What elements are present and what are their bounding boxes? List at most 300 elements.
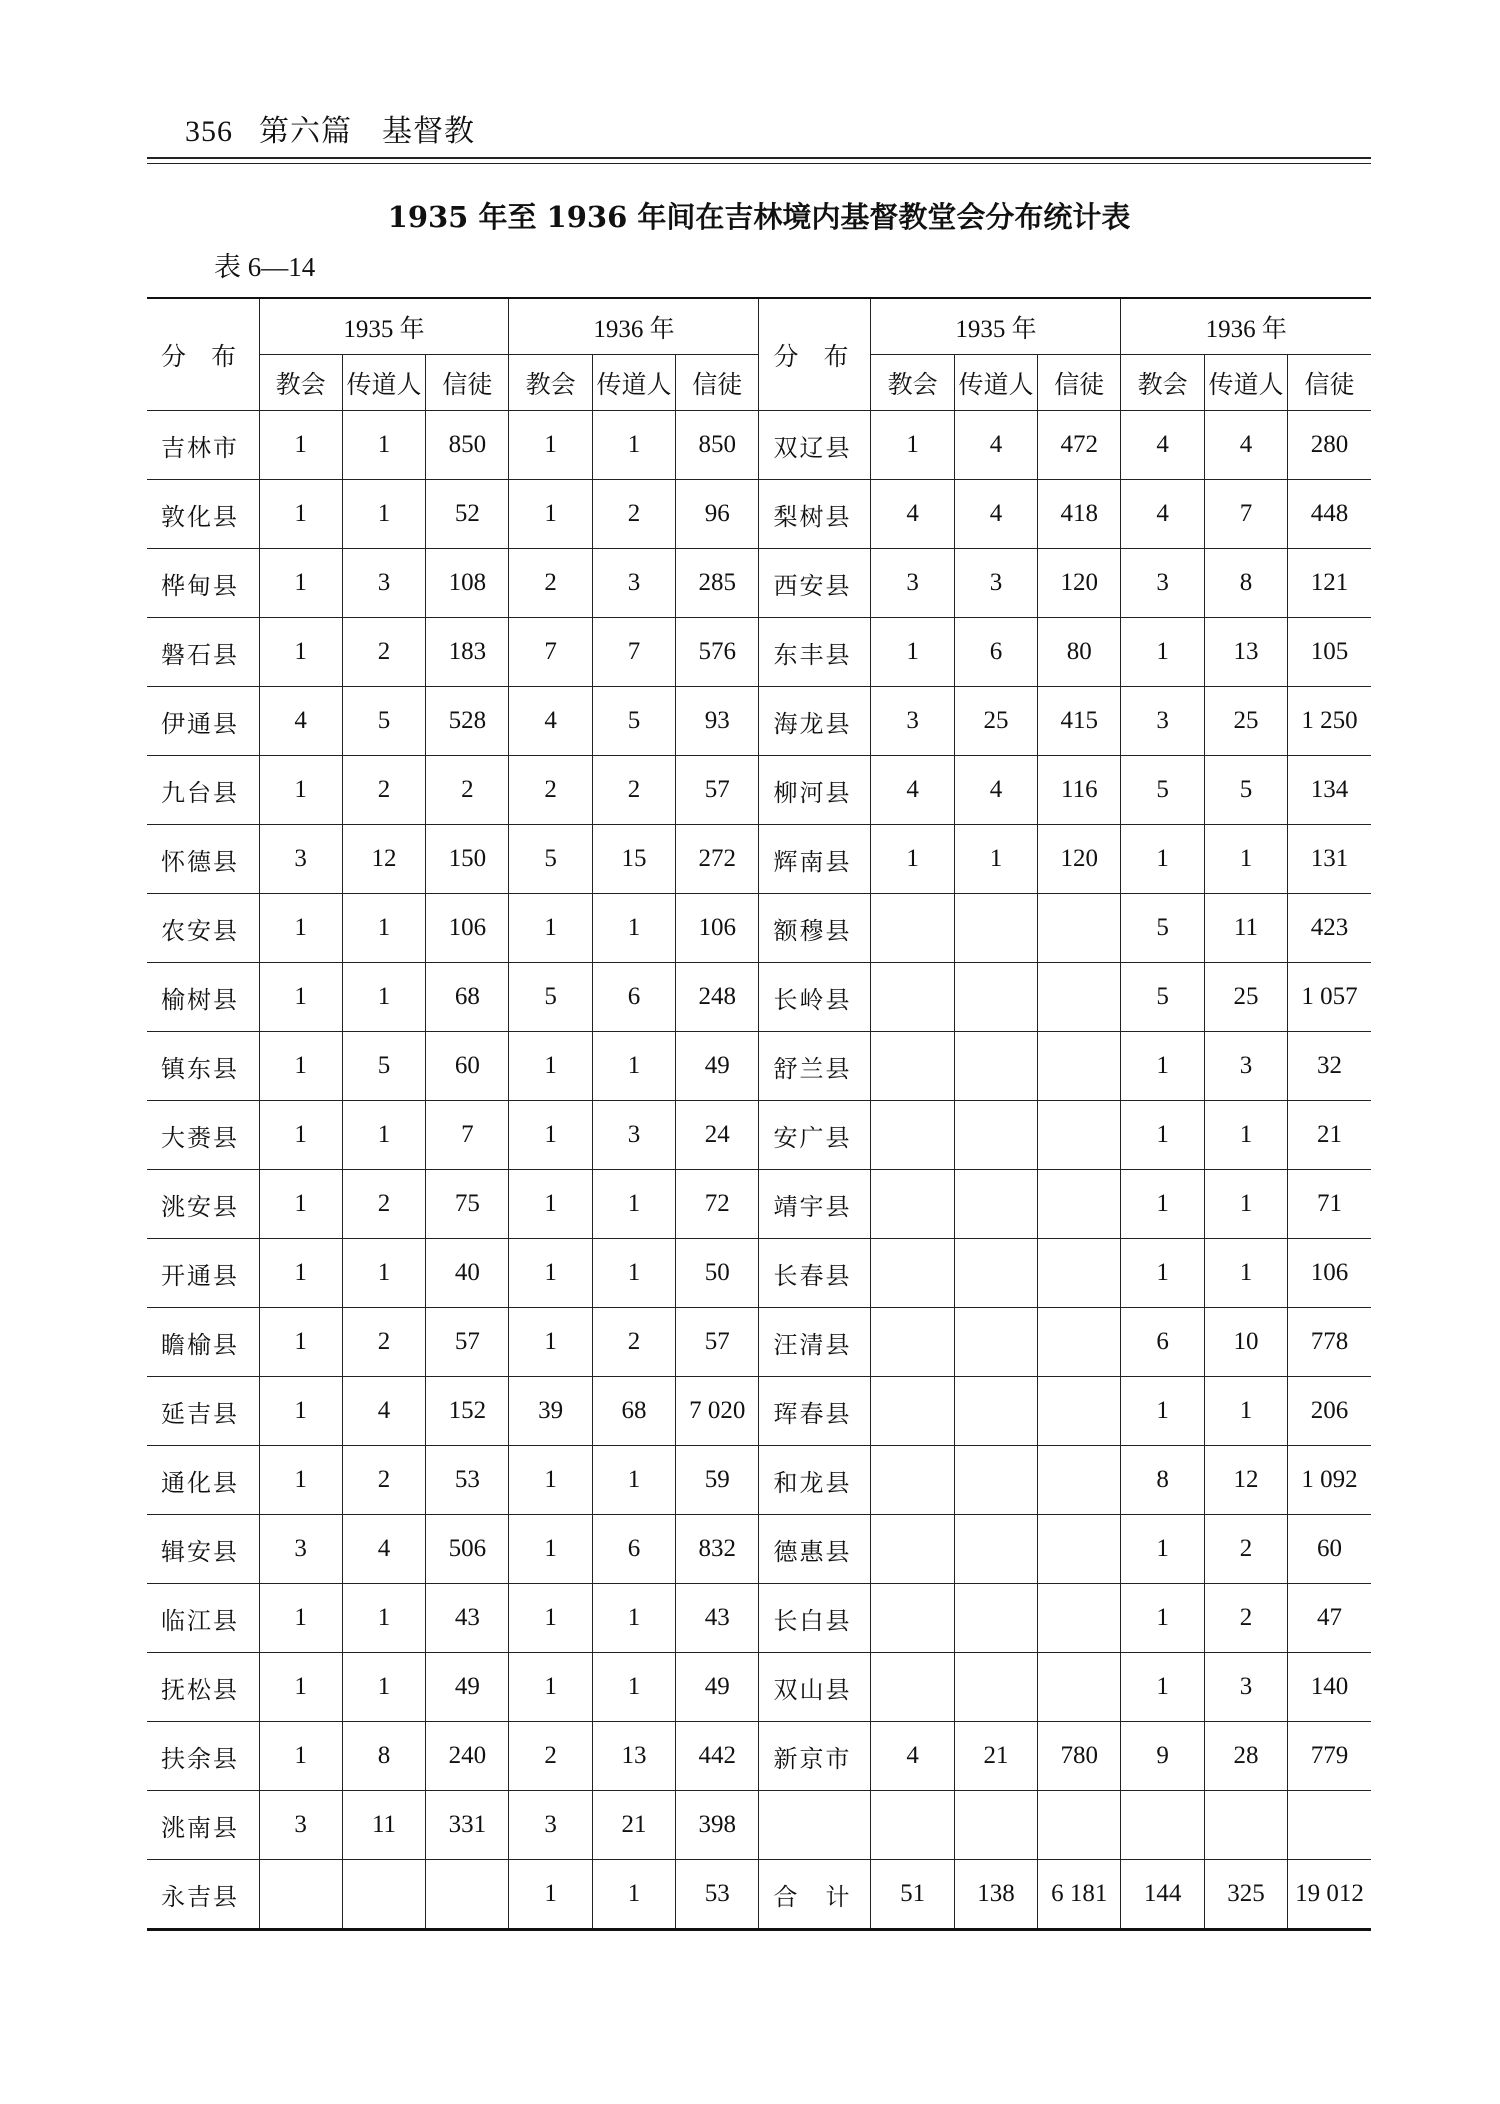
cell-believers-1935: 60 xyxy=(426,1032,509,1101)
cell-name: 西安县 xyxy=(759,549,871,618)
cell-churches-1936: 3 xyxy=(1121,549,1204,618)
cell-preachers-1936: 10 xyxy=(1204,1308,1287,1377)
cell-churches-1935 xyxy=(871,1032,954,1101)
cell-name: 舒兰县 xyxy=(759,1032,871,1101)
cell-name: 双山县 xyxy=(759,1653,871,1722)
cell-churches-1935 xyxy=(871,963,954,1032)
cell-preachers-1936: 1 xyxy=(1204,825,1287,894)
cell-believers-1935: 57 xyxy=(426,1308,509,1377)
cell-churches-1935: 1 xyxy=(259,480,342,549)
cell-preachers-1936: 1 xyxy=(592,1239,675,1308)
cell-preachers-1935 xyxy=(954,1239,1037,1308)
cell-name: 开通县 xyxy=(147,1239,259,1308)
cell-believers-1936: 93 xyxy=(676,687,759,756)
cell-preachers-1935: 4 xyxy=(954,411,1037,480)
column-header-1936: 1936 年 xyxy=(1121,298,1371,355)
cell-believers-1935: 506 xyxy=(426,1515,509,1584)
cell-churches-1936: 2 xyxy=(509,756,592,825)
cell-believers-1935: 780 xyxy=(1038,1722,1121,1791)
cell-preachers-1936: 1 xyxy=(592,1584,675,1653)
cell-preachers-1935: 3 xyxy=(954,549,1037,618)
cell-believers-1936: 140 xyxy=(1288,1653,1371,1722)
cell-name: 辑安县 xyxy=(147,1515,259,1584)
running-header xyxy=(185,106,475,150)
cell-name: 长白县 xyxy=(759,1584,871,1653)
cell-preachers-1935: 1 xyxy=(342,1101,425,1170)
table-row xyxy=(147,687,1371,756)
table-row xyxy=(147,963,1371,1032)
cell-believers-1935: 331 xyxy=(426,1791,509,1860)
cell-preachers-1935 xyxy=(342,1860,425,1930)
cell-churches-1935 xyxy=(871,1377,954,1446)
cell-churches-1936: 1 xyxy=(1121,1032,1204,1101)
cell-churches-1936: 144 xyxy=(1121,1860,1204,1930)
cell-churches-1936: 1 xyxy=(509,1653,592,1722)
cell-name: 永吉县 xyxy=(147,1860,259,1930)
cell-churches-1935 xyxy=(871,1515,954,1584)
column-header-preachers: 传道人 xyxy=(954,355,1037,411)
cell-preachers-1935: 1 xyxy=(342,1584,425,1653)
table-row xyxy=(147,1515,1371,1584)
table-row xyxy=(147,894,1371,963)
column-header-preachers: 传道人 xyxy=(592,355,675,411)
cell-believers-1936: 19 012 xyxy=(1288,1860,1371,1930)
cell-preachers-1935: 5 xyxy=(342,687,425,756)
cell-name: 临江县 xyxy=(147,1584,259,1653)
cell-believers-1936: 121 xyxy=(1288,549,1371,618)
cell-believers-1936: 32 xyxy=(1288,1032,1371,1101)
cell-churches-1935: 4 xyxy=(259,687,342,756)
cell-churches-1935: 3 xyxy=(259,825,342,894)
table-row xyxy=(147,618,1371,687)
cell-preachers-1935: 21 xyxy=(954,1722,1037,1791)
table-row xyxy=(147,1860,1371,1930)
cell-churches-1935: 4 xyxy=(871,480,954,549)
column-header-believers: 信徒 xyxy=(1288,355,1371,411)
column-header-believers: 信徒 xyxy=(676,355,759,411)
cell-believers-1936: 832 xyxy=(676,1515,759,1584)
header-rule xyxy=(147,157,1371,159)
cell-preachers-1935: 4 xyxy=(954,480,1037,549)
cell-believers-1935: 850 xyxy=(426,411,509,480)
cell-believers-1935: 120 xyxy=(1038,825,1121,894)
column-header-churches: 教会 xyxy=(1121,355,1204,411)
cell-name: 辉南县 xyxy=(759,825,871,894)
cell-churches-1936: 1 xyxy=(509,1515,592,1584)
cell-believers-1935: 240 xyxy=(426,1722,509,1791)
cell-preachers-1936: 1 xyxy=(592,894,675,963)
cell-preachers-1935: 12 xyxy=(342,825,425,894)
cell-believers-1935 xyxy=(1038,1653,1121,1722)
cell-churches-1935: 1 xyxy=(871,411,954,480)
cell-believers-1935: 150 xyxy=(426,825,509,894)
cell-churches-1935 xyxy=(871,1584,954,1653)
table-title: 1935 年至 1936 年间在吉林境内基督教堂会分布统计表 xyxy=(387,200,1131,234)
cell-churches-1935: 1 xyxy=(259,963,342,1032)
cell-churches-1935: 1 xyxy=(259,1446,342,1515)
cell-churches-1935: 1 xyxy=(259,1722,342,1791)
column-header-preachers: 传道人 xyxy=(342,355,425,411)
cell-name: 德惠县 xyxy=(759,1515,871,1584)
cell-believers-1936: 1 057 xyxy=(1288,963,1371,1032)
cell-believers-1936: 43 xyxy=(676,1584,759,1653)
cell-name: 大赉县 xyxy=(147,1101,259,1170)
cell-churches-1936: 5 xyxy=(1121,756,1204,825)
cell-churches-1935 xyxy=(259,1860,342,1930)
section-number: 第六篇 xyxy=(259,114,352,149)
cell-believers-1936: 442 xyxy=(676,1722,759,1791)
page-number: 356 xyxy=(185,115,233,148)
cell-churches-1936: 1 xyxy=(509,1860,592,1930)
cell-preachers-1935 xyxy=(954,1791,1037,1860)
cell-churches-1935: 1 xyxy=(259,1653,342,1722)
cell-preachers-1935 xyxy=(954,1101,1037,1170)
cell-believers-1935 xyxy=(1038,1032,1121,1101)
cell-believers-1936 xyxy=(1288,1791,1371,1860)
cell-preachers-1936: 1 xyxy=(1204,1101,1287,1170)
cell-preachers-1936: 2 xyxy=(592,1308,675,1377)
cell-believers-1935: 528 xyxy=(426,687,509,756)
cell-believers-1936: 57 xyxy=(676,756,759,825)
cell-preachers-1936: 2 xyxy=(592,480,675,549)
cell-name: 扶余县 xyxy=(147,1722,259,1791)
cell-believers-1936: 60 xyxy=(1288,1515,1371,1584)
cell-churches-1935: 4 xyxy=(871,756,954,825)
cell-churches-1935 xyxy=(871,894,954,963)
cell-name: 双辽县 xyxy=(759,411,871,480)
cell-preachers-1935 xyxy=(954,1377,1037,1446)
cell-name: 吉林市 xyxy=(147,411,259,480)
cell-believers-1936: 72 xyxy=(676,1170,759,1239)
cell-believers-1936: 248 xyxy=(676,963,759,1032)
cell-believers-1936: 106 xyxy=(1288,1239,1371,1308)
cell-preachers-1935 xyxy=(954,1653,1037,1722)
cell-preachers-1935 xyxy=(954,1446,1037,1515)
cell-preachers-1935: 4 xyxy=(954,756,1037,825)
cell-name: 洮南县 xyxy=(147,1791,259,1860)
table-number: 表 6—14 xyxy=(214,252,316,282)
cell-believers-1935 xyxy=(1038,963,1121,1032)
cell-name: 怀德县 xyxy=(147,825,259,894)
cell-preachers-1936: 68 xyxy=(592,1377,675,1446)
cell-preachers-1935: 3 xyxy=(342,549,425,618)
cell-believers-1935: 80 xyxy=(1038,618,1121,687)
column-header-churches: 教会 xyxy=(259,355,342,411)
table-row xyxy=(147,411,1371,480)
cell-churches-1935: 1 xyxy=(259,894,342,963)
cell-churches-1935: 3 xyxy=(259,1515,342,1584)
cell-churches-1936: 1 xyxy=(509,1308,592,1377)
cell-churches-1935: 1 xyxy=(259,1239,342,1308)
cell-believers-1935 xyxy=(1038,1584,1121,1653)
cell-preachers-1935 xyxy=(954,1308,1037,1377)
cell-churches-1936: 5 xyxy=(1121,894,1204,963)
cell-preachers-1936: 15 xyxy=(592,825,675,894)
cell-believers-1936: 779 xyxy=(1288,1722,1371,1791)
cell-churches-1936: 1 xyxy=(509,1170,592,1239)
cell-churches-1936: 1 xyxy=(1121,1515,1204,1584)
cell-believers-1936: 47 xyxy=(1288,1584,1371,1653)
cell-churches-1935 xyxy=(871,1239,954,1308)
cell-preachers-1936: 2 xyxy=(1204,1584,1287,1653)
cell-churches-1936 xyxy=(1121,1791,1204,1860)
cell-churches-1936: 1 xyxy=(509,1101,592,1170)
table-row xyxy=(147,1791,1371,1860)
cell-name: 海龙县 xyxy=(759,687,871,756)
column-header-1936: 1936 年 xyxy=(509,298,759,355)
cell-believers-1936: 21 xyxy=(1288,1101,1371,1170)
cell-preachers-1935: 1 xyxy=(342,1653,425,1722)
cell-believers-1936: 57 xyxy=(676,1308,759,1377)
cell-preachers-1935: 1 xyxy=(342,411,425,480)
cell-name: 安广县 xyxy=(759,1101,871,1170)
cell-believers-1936: 71 xyxy=(1288,1170,1371,1239)
cell-name xyxy=(759,1791,871,1860)
cell-churches-1935: 1 xyxy=(259,1377,342,1446)
cell-name: 磐石县 xyxy=(147,618,259,687)
cell-believers-1935: 116 xyxy=(1038,756,1121,825)
cell-name: 合 计 xyxy=(759,1860,871,1930)
cell-preachers-1935: 2 xyxy=(342,756,425,825)
header-row-years xyxy=(147,298,1371,355)
cell-churches-1935: 1 xyxy=(259,549,342,618)
cell-churches-1936: 2 xyxy=(509,1722,592,1791)
cell-believers-1935: 49 xyxy=(426,1653,509,1722)
cell-churches-1935: 1 xyxy=(259,1032,342,1101)
cell-believers-1935: 415 xyxy=(1038,687,1121,756)
cell-churches-1935 xyxy=(871,1446,954,1515)
cell-preachers-1935: 5 xyxy=(342,1032,425,1101)
cell-preachers-1936: 12 xyxy=(1204,1446,1287,1515)
cell-preachers-1935: 25 xyxy=(954,687,1037,756)
cell-believers-1936: 96 xyxy=(676,480,759,549)
cell-churches-1935: 3 xyxy=(871,549,954,618)
cell-preachers-1935: 2 xyxy=(342,1170,425,1239)
cell-believers-1935 xyxy=(1038,1239,1121,1308)
cell-believers-1935: 68 xyxy=(426,963,509,1032)
cell-believers-1936: 49 xyxy=(676,1653,759,1722)
table-row xyxy=(147,480,1371,549)
cell-name: 长岭县 xyxy=(759,963,871,1032)
cell-churches-1935: 1 xyxy=(259,1101,342,1170)
cell-churches-1935 xyxy=(871,1791,954,1860)
cell-preachers-1936: 21 xyxy=(592,1791,675,1860)
cell-believers-1936: 53 xyxy=(676,1860,759,1930)
cell-churches-1935: 1 xyxy=(871,618,954,687)
cell-preachers-1935: 2 xyxy=(342,1308,425,1377)
cell-believers-1935: 40 xyxy=(426,1239,509,1308)
cell-believers-1936: 106 xyxy=(676,894,759,963)
cell-preachers-1936: 3 xyxy=(1204,1032,1287,1101)
cell-churches-1935 xyxy=(871,1170,954,1239)
cell-churches-1936: 1 xyxy=(509,1584,592,1653)
cell-believers-1936: 206 xyxy=(1288,1377,1371,1446)
cell-preachers-1936: 11 xyxy=(1204,894,1287,963)
cell-believers-1935 xyxy=(1038,894,1121,963)
cell-name: 靖宇县 xyxy=(759,1170,871,1239)
cell-churches-1935: 1 xyxy=(259,1308,342,1377)
cell-churches-1936: 1 xyxy=(1121,618,1204,687)
cell-churches-1935: 1 xyxy=(871,825,954,894)
table-row xyxy=(147,1653,1371,1722)
cell-churches-1936: 5 xyxy=(1121,963,1204,1032)
cell-name: 九台县 xyxy=(147,756,259,825)
cell-name: 汪清县 xyxy=(759,1308,871,1377)
column-header-1935: 1935 年 xyxy=(871,298,1121,355)
cell-believers-1936: 7 020 xyxy=(676,1377,759,1446)
cell-name: 延吉县 xyxy=(147,1377,259,1446)
cell-name: 榆树县 xyxy=(147,963,259,1032)
cell-churches-1936: 1 xyxy=(509,894,592,963)
cell-name: 镇东县 xyxy=(147,1032,259,1101)
cell-name: 长春县 xyxy=(759,1239,871,1308)
table-row xyxy=(147,1377,1371,1446)
cell-preachers-1936: 1 xyxy=(592,1170,675,1239)
table-row xyxy=(147,549,1371,618)
table-row xyxy=(147,1101,1371,1170)
cell-believers-1935: 183 xyxy=(426,618,509,687)
cell-believers-1935 xyxy=(1038,1377,1121,1446)
cell-name: 和龙县 xyxy=(759,1446,871,1515)
cell-believers-1936: 1 092 xyxy=(1288,1446,1371,1515)
cell-churches-1935 xyxy=(871,1653,954,1722)
cell-churches-1935: 1 xyxy=(259,1170,342,1239)
cell-preachers-1936: 1 xyxy=(1204,1170,1287,1239)
cell-preachers-1936: 25 xyxy=(1204,963,1287,1032)
table-row xyxy=(147,756,1371,825)
cell-believers-1935: 418 xyxy=(1038,480,1121,549)
cell-churches-1936: 3 xyxy=(509,1791,592,1860)
cell-preachers-1935: 1 xyxy=(954,825,1037,894)
cell-preachers-1935: 11 xyxy=(342,1791,425,1860)
cell-believers-1935: 52 xyxy=(426,480,509,549)
cell-preachers-1936: 7 xyxy=(1204,480,1287,549)
cell-churches-1936: 1 xyxy=(509,411,592,480)
cell-believers-1935: 75 xyxy=(426,1170,509,1239)
cell-preachers-1936: 1 xyxy=(592,1860,675,1930)
cell-preachers-1936: 25 xyxy=(1204,687,1287,756)
cell-preachers-1936: 3 xyxy=(592,549,675,618)
cell-name: 洮安县 xyxy=(147,1170,259,1239)
cell-name: 瞻榆县 xyxy=(147,1308,259,1377)
table-row xyxy=(147,1722,1371,1791)
cell-believers-1936: 134 xyxy=(1288,756,1371,825)
cell-believers-1935 xyxy=(426,1860,509,1930)
cell-believers-1935 xyxy=(1038,1101,1121,1170)
cell-preachers-1936: 2 xyxy=(1204,1515,1287,1584)
cell-churches-1936: 1 xyxy=(1121,1584,1204,1653)
cell-churches-1936: 1 xyxy=(509,480,592,549)
cell-preachers-1935: 1 xyxy=(342,480,425,549)
cell-believers-1935: 7 xyxy=(426,1101,509,1170)
column-header-distribution: 分 布 xyxy=(147,298,259,411)
cell-name: 新京市 xyxy=(759,1722,871,1791)
cell-name: 柳河县 xyxy=(759,756,871,825)
cell-churches-1936: 1 xyxy=(509,1032,592,1101)
cell-believers-1936: 448 xyxy=(1288,480,1371,549)
cell-preachers-1935: 4 xyxy=(342,1515,425,1584)
section-title: 基督教 xyxy=(382,114,475,149)
cell-churches-1936: 4 xyxy=(1121,411,1204,480)
cell-churches-1935: 1 xyxy=(259,756,342,825)
cell-churches-1935: 1 xyxy=(259,618,342,687)
column-header-believers: 信徒 xyxy=(1038,355,1121,411)
cell-preachers-1936: 3 xyxy=(592,1101,675,1170)
cell-believers-1936: 850 xyxy=(676,411,759,480)
cell-preachers-1936: 8 xyxy=(1204,549,1287,618)
cell-churches-1936: 5 xyxy=(509,825,592,894)
cell-preachers-1935 xyxy=(954,1170,1037,1239)
cell-believers-1935: 53 xyxy=(426,1446,509,1515)
cell-churches-1936: 2 xyxy=(509,549,592,618)
cell-believers-1936: 59 xyxy=(676,1446,759,1515)
cell-churches-1936: 1 xyxy=(1121,1101,1204,1170)
table-row xyxy=(147,825,1371,894)
cell-believers-1935 xyxy=(1038,1515,1121,1584)
cell-churches-1936: 3 xyxy=(1121,687,1204,756)
cell-name: 伊通县 xyxy=(147,687,259,756)
cell-churches-1936: 1 xyxy=(1121,1377,1204,1446)
cell-churches-1936: 1 xyxy=(509,1239,592,1308)
cell-preachers-1935 xyxy=(954,894,1037,963)
table-row xyxy=(147,1239,1371,1308)
cell-name: 桦甸县 xyxy=(147,549,259,618)
column-header-distribution: 分 布 xyxy=(759,298,871,411)
cell-preachers-1935 xyxy=(954,1032,1037,1101)
cell-preachers-1935: 2 xyxy=(342,618,425,687)
cell-believers-1936: 272 xyxy=(676,825,759,894)
table-row xyxy=(147,1584,1371,1653)
cell-churches-1935: 4 xyxy=(871,1722,954,1791)
cell-preachers-1935 xyxy=(954,1584,1037,1653)
cell-preachers-1935: 1 xyxy=(342,894,425,963)
cell-believers-1936: 49 xyxy=(676,1032,759,1101)
cell-churches-1936: 4 xyxy=(509,687,592,756)
cell-churches-1935: 51 xyxy=(871,1860,954,1930)
cell-churches-1936: 1 xyxy=(1121,1239,1204,1308)
cell-preachers-1935: 1 xyxy=(342,1239,425,1308)
cell-preachers-1935: 1 xyxy=(342,963,425,1032)
cell-preachers-1936: 2 xyxy=(592,756,675,825)
cell-believers-1935 xyxy=(1038,1791,1121,1860)
cell-believers-1935: 472 xyxy=(1038,411,1121,480)
cell-believers-1935 xyxy=(1038,1170,1121,1239)
cell-preachers-1936: 13 xyxy=(1204,618,1287,687)
cell-believers-1936: 398 xyxy=(676,1791,759,1860)
cell-believers-1935: 108 xyxy=(426,549,509,618)
cell-believers-1936: 423 xyxy=(1288,894,1371,963)
cell-preachers-1936: 1 xyxy=(592,1446,675,1515)
cell-churches-1935: 3 xyxy=(871,687,954,756)
cell-believers-1935 xyxy=(1038,1446,1121,1515)
cell-believers-1935: 106 xyxy=(426,894,509,963)
cell-preachers-1936: 1 xyxy=(1204,1377,1287,1446)
cell-believers-1936: 280 xyxy=(1288,411,1371,480)
cell-churches-1936: 6 xyxy=(1121,1308,1204,1377)
cell-churches-1936: 1 xyxy=(1121,1653,1204,1722)
cell-preachers-1935: 6 xyxy=(954,618,1037,687)
cell-preachers-1935: 4 xyxy=(342,1377,425,1446)
cell-preachers-1935: 8 xyxy=(342,1722,425,1791)
cell-preachers-1936: 6 xyxy=(592,1515,675,1584)
cell-name: 珲春县 xyxy=(759,1377,871,1446)
cell-churches-1935 xyxy=(871,1101,954,1170)
cell-preachers-1935: 138 xyxy=(954,1860,1037,1930)
cell-preachers-1936: 4 xyxy=(1204,411,1287,480)
cell-preachers-1936: 13 xyxy=(592,1722,675,1791)
table-row xyxy=(147,1170,1371,1239)
cell-name: 东丰县 xyxy=(759,618,871,687)
